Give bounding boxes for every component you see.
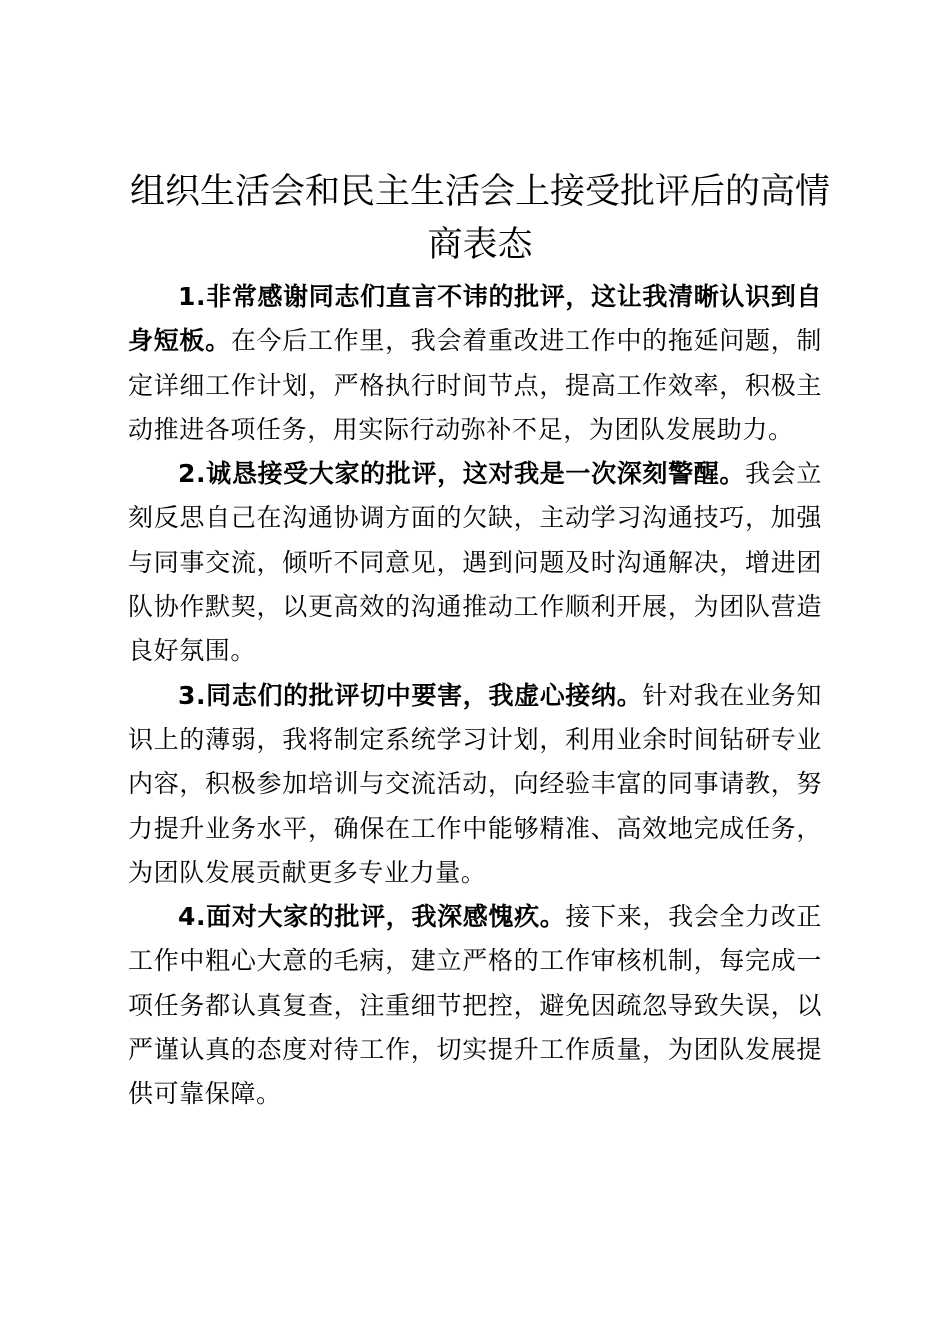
document-title: 组织生活会和民主生活会上接受批评后的高情商表态 bbox=[129, 172, 830, 265]
paragraph-4 bbox=[128, 895, 822, 1116]
paragraph-2-text: 我会立刻反思自己在沟通协调方面的欠缺，主动学习沟通技巧，加强与同事交流，倾听不同意见，遇到问题及时沟通解决，增进团队协作默契，以更高效的沟通推动工作顺利开展，为团队营造良好氛围。 bbox=[128, 459, 822, 666]
paragraph-3-lead: 3.同志们的批评切中要害，我虚心接纳。 bbox=[178, 680, 643, 710]
paragraph-1 bbox=[128, 275, 822, 452]
paragraph-1-lead: 1.非常感谢同志们直言不讳的批评，这让我清晰认识到自身短板。 bbox=[128, 282, 822, 356]
paragraph-4-text: 接下来，我会全力改正工作中粗心大意的毛病，建立严格的工作审核机制，每完成一项任务都认真复查，注重细节把控，避免因疏忽导致失误，以严谨认真的态度对待工作，切实提升工作质量，为团队发展提供可靠保障。 bbox=[128, 902, 822, 1109]
document-body bbox=[128, 275, 822, 1117]
paragraph-2-lead: 2.诚恳接受大家的批评，这对我是一次深刻警醒。 bbox=[178, 459, 746, 489]
paragraph-3-text: 针对我在业务知识上的薄弱，我将制定系统学习计划，利用业余时间钻研专业内容，积极参加培训与交流活动，向经验丰富的同事请教，努力提升业务水平，确保在工作中能够精准、高效地完成任务，为团队发展贡献更多专业力量。 bbox=[128, 680, 822, 887]
paragraph-4-lead: 4.面对大家的批评，我深感愧疚。 bbox=[178, 902, 566, 932]
paragraph-2 bbox=[128, 452, 822, 673]
paragraph-1-text: 在今后工作里，我会着重改进工作中的拖延问题，制定详细工作计划，严格执行时间节点，提高工作效率，积极主动推进各项任务，用实际行动弥补不足，为团队发展助力。 bbox=[128, 326, 822, 444]
paragraph-3 bbox=[128, 674, 822, 895]
